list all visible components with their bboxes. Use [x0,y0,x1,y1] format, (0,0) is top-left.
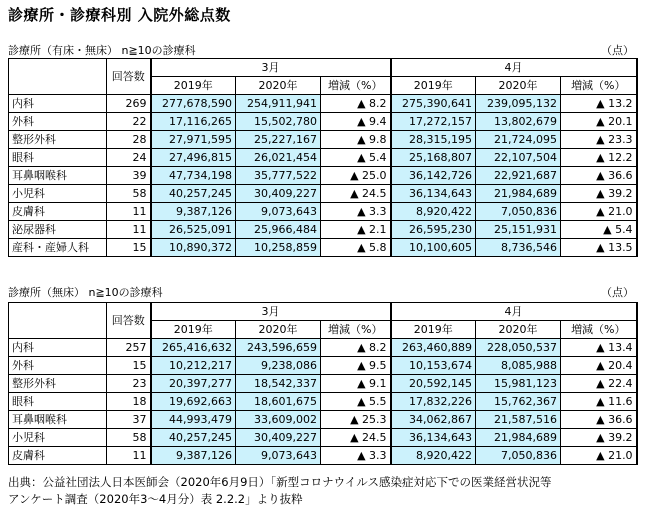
april-change-cell: ▲ 39.2 [561,185,637,203]
dept-cell: 眼科 [9,149,107,167]
respondents-cell: 15 [107,239,151,257]
april-change-cell: ▲ 39.2 [561,429,637,447]
dept-cell: 外科 [9,357,107,375]
respondents-cell: 11 [107,203,151,221]
april-change-cell: ▲ 21.0 [561,447,637,465]
april-header: 4月 [391,303,637,321]
april-2020-header: 2020年 [476,77,561,95]
table-row [9,411,637,429]
march-change-cell: ▲ 9.4 [321,113,391,131]
march-2020-cell: 35,777,522 [236,167,321,185]
respondents-cell: 28 [107,131,151,149]
table1 [8,58,638,257]
respondents-cell: 11 [107,221,151,239]
march-2020-cell: 9,073,643 [236,203,321,221]
april-2020-cell: 21,587,516 [476,411,561,429]
april-2020-cell: 22,921,687 [476,167,561,185]
march-2019-cell: 20,397,277 [151,375,236,393]
table-row [9,113,637,131]
table1-subtitle: 診療所（有床・無床） n≧10の診療科 [8,44,196,57]
table-row [9,167,637,185]
march-2019-cell: 277,678,590 [151,95,236,113]
april-2020-header: 2020年 [476,321,561,339]
march-change-cell: ▲ 5.4 [321,149,391,167]
april-2019-cell: 28,315,195 [391,131,476,149]
march-2020-cell: 18,542,337 [236,375,321,393]
march-2019-cell: 17,116,265 [151,113,236,131]
march-header: 3月 [151,303,391,321]
march-2019-cell: 19,692,663 [151,393,236,411]
dept-cell: 整形外科 [9,131,107,149]
march-2020-cell: 33,609,002 [236,411,321,429]
march-change-header: 増減（%） [321,321,391,339]
april-2020-cell: 228,050,537 [476,339,561,357]
march-change-cell: ▲ 5.8 [321,239,391,257]
march-change-cell: ▲ 3.3 [321,203,391,221]
april-header: 4月 [391,59,637,77]
april-2019-cell: 20,592,145 [391,375,476,393]
april-2019-cell: 26,595,230 [391,221,476,239]
march-2020-cell: 15,502,780 [236,113,321,131]
march-2020-cell: 9,073,643 [236,447,321,465]
march-change-cell: ▲ 9.5 [321,357,391,375]
respondents-cell: 24 [107,149,151,167]
april-change-cell: ▲ 5.4 [561,221,637,239]
april-change-cell: ▲ 20.1 [561,113,637,131]
dept-cell: 小児科 [9,185,107,203]
april-2020-cell: 8,085,988 [476,357,561,375]
table2-unit: （点） [601,286,634,299]
march-change-cell: ▲ 24.5 [321,429,391,447]
april-2019-cell: 34,062,867 [391,411,476,429]
dept-cell: 内科 [9,339,107,357]
respondents-cell: 22 [107,113,151,131]
april-change-cell: ▲ 13.5 [561,239,637,257]
march-2019-cell: 27,496,815 [151,149,236,167]
table-row [9,239,637,257]
respondents-cell: 15 [107,357,151,375]
dept-cell: 泌尿器科 [9,221,107,239]
table-row [9,357,637,375]
march-2020-cell: 30,409,227 [236,429,321,447]
table-row [9,95,637,113]
april-2020-cell: 7,050,836 [476,447,561,465]
respondents-cell: 23 [107,375,151,393]
april-2020-cell: 13,802,679 [476,113,561,131]
table-row [9,429,637,447]
table-row [9,131,637,149]
april-2020-cell: 22,107,504 [476,149,561,167]
respondents-cell: 11 [107,447,151,465]
march-2019-header: 2019年 [151,321,236,339]
march-2019-cell: 27,971,595 [151,131,236,149]
april-2019-cell: 8,920,422 [391,447,476,465]
table-row [9,149,637,167]
march-change-cell: ▲ 24.5 [321,185,391,203]
march-change-cell: ▲ 3.3 [321,447,391,465]
april-change-cell: ▲ 13.2 [561,95,637,113]
april-change-header: 増減（%） [561,321,637,339]
respondents-cell: 39 [107,167,151,185]
april-2019-cell: 17,832,226 [391,393,476,411]
table-row [9,393,637,411]
dept-cell: 皮膚科 [9,447,107,465]
april-change-cell: ▲ 13.4 [561,339,637,357]
table-row [9,203,637,221]
march-change-cell: ▲ 25.0 [321,167,391,185]
march-2019-cell: 40,257,245 [151,185,236,203]
april-2019-cell: 25,168,807 [391,149,476,167]
dept-cell: 整形外科 [9,375,107,393]
april-change-cell: ▲ 23.3 [561,131,637,149]
dept-cell: 内科 [9,95,107,113]
respondents-cell: 37 [107,411,151,429]
march-2019-header: 2019年 [151,77,236,95]
source-line-2: アンケート調査（2020年3～4月分）表 2.2.2」より抜粋 [8,492,303,506]
april-2020-cell: 21,984,689 [476,429,561,447]
march-2019-cell: 9,387,126 [151,447,236,465]
march-2020-cell: 25,227,167 [236,131,321,149]
april-2019-cell: 8,920,422 [391,203,476,221]
march-2019-cell: 10,212,217 [151,357,236,375]
april-2020-cell: 239,095,132 [476,95,561,113]
april-change-header: 増減（%） [561,77,637,95]
april-change-cell: ▲ 12.2 [561,149,637,167]
respondents-header: 回答数 [107,303,151,339]
march-2020-header: 2020年 [236,321,321,339]
march-2020-cell: 18,601,675 [236,393,321,411]
march-change-cell: ▲ 8.2 [321,95,391,113]
march-change-cell: ▲ 25.3 [321,411,391,429]
march-change-cell: ▲ 9.1 [321,375,391,393]
april-2019-cell: 36,142,726 [391,167,476,185]
table-row [9,447,637,465]
table-row [9,221,637,239]
source-footer [8,474,551,508]
april-2019-cell: 17,272,157 [391,113,476,131]
march-2020-cell: 10,258,859 [236,239,321,257]
page-title: 診療所・診療科別 入院外総点数 [8,6,231,24]
march-2019-cell: 40,257,245 [151,429,236,447]
april-change-cell: ▲ 36.6 [561,167,637,185]
april-2019-header: 2019年 [391,77,476,95]
source-line-1: 出典：公益社団法人日本医師会（2020年6月9日）「新型コロナウイルス感染症対応下での医業経営状況等 [8,475,552,489]
dept-cell: 小児科 [9,429,107,447]
table2-subtitle: 診療所（無床） n≧10の診療科 [8,286,163,299]
april-2019-cell: 275,390,641 [391,95,476,113]
dept-cell: 外科 [9,113,107,131]
march-2019-cell: 26,525,091 [151,221,236,239]
march-2020-cell: 26,021,454 [236,149,321,167]
respondents-cell: 269 [107,95,151,113]
march-2020-cell: 25,966,484 [236,221,321,239]
april-2020-cell: 25,151,931 [476,221,561,239]
march-2019-cell: 265,416,632 [151,339,236,357]
april-2020-cell: 21,724,095 [476,131,561,149]
table-row [9,185,637,203]
march-2020-cell: 254,911,941 [236,95,321,113]
march-2019-cell: 47,734,198 [151,167,236,185]
march-change-cell: ▲ 8.2 [321,339,391,357]
dept-header [9,303,107,339]
march-change-header: 増減（%） [321,77,391,95]
april-change-cell: ▲ 21.0 [561,203,637,221]
april-2019-cell: 36,134,643 [391,429,476,447]
dept-cell: 眼科 [9,393,107,411]
respondents-cell: 257 [107,339,151,357]
dept-cell: 皮膚科 [9,203,107,221]
respondents-cell: 18 [107,393,151,411]
march-2019-cell: 9,387,126 [151,203,236,221]
april-change-cell: ▲ 22.4 [561,375,637,393]
april-2019-cell: 10,153,674 [391,357,476,375]
april-change-cell: ▲ 20.4 [561,357,637,375]
respondents-cell: 58 [107,429,151,447]
march-change-cell: ▲ 9.8 [321,131,391,149]
table2 [8,302,638,465]
dept-cell: 産科・産婦人科 [9,239,107,257]
april-2020-cell: 15,981,123 [476,375,561,393]
respondents-cell: 58 [107,185,151,203]
april-2020-cell: 21,984,689 [476,185,561,203]
dept-cell: 耳鼻咽喉科 [9,167,107,185]
april-change-cell: ▲ 11.6 [561,393,637,411]
dept-header [9,59,107,95]
april-change-cell: ▲ 36.6 [561,411,637,429]
april-2020-cell: 7,050,836 [476,203,561,221]
table-row [9,375,637,393]
march-2020-cell: 9,238,086 [236,357,321,375]
dept-cell: 耳鼻咽喉科 [9,411,107,429]
march-2020-cell: 30,409,227 [236,185,321,203]
march-2019-cell: 10,890,372 [151,239,236,257]
table-row [9,339,637,357]
april-2019-cell: 263,460,889 [391,339,476,357]
march-2019-cell: 44,993,479 [151,411,236,429]
april-2019-header: 2019年 [391,321,476,339]
march-change-cell: ▲ 5.5 [321,393,391,411]
april-2020-cell: 15,762,367 [476,393,561,411]
march-2020-cell: 243,596,659 [236,339,321,357]
april-2020-cell: 8,736,546 [476,239,561,257]
march-header: 3月 [151,59,391,77]
april-2019-cell: 36,134,643 [391,185,476,203]
march-2020-header: 2020年 [236,77,321,95]
march-change-cell: ▲ 2.1 [321,221,391,239]
respondents-header: 回答数 [107,59,151,95]
april-2019-cell: 10,100,605 [391,239,476,257]
table1-unit: （点） [601,44,634,57]
